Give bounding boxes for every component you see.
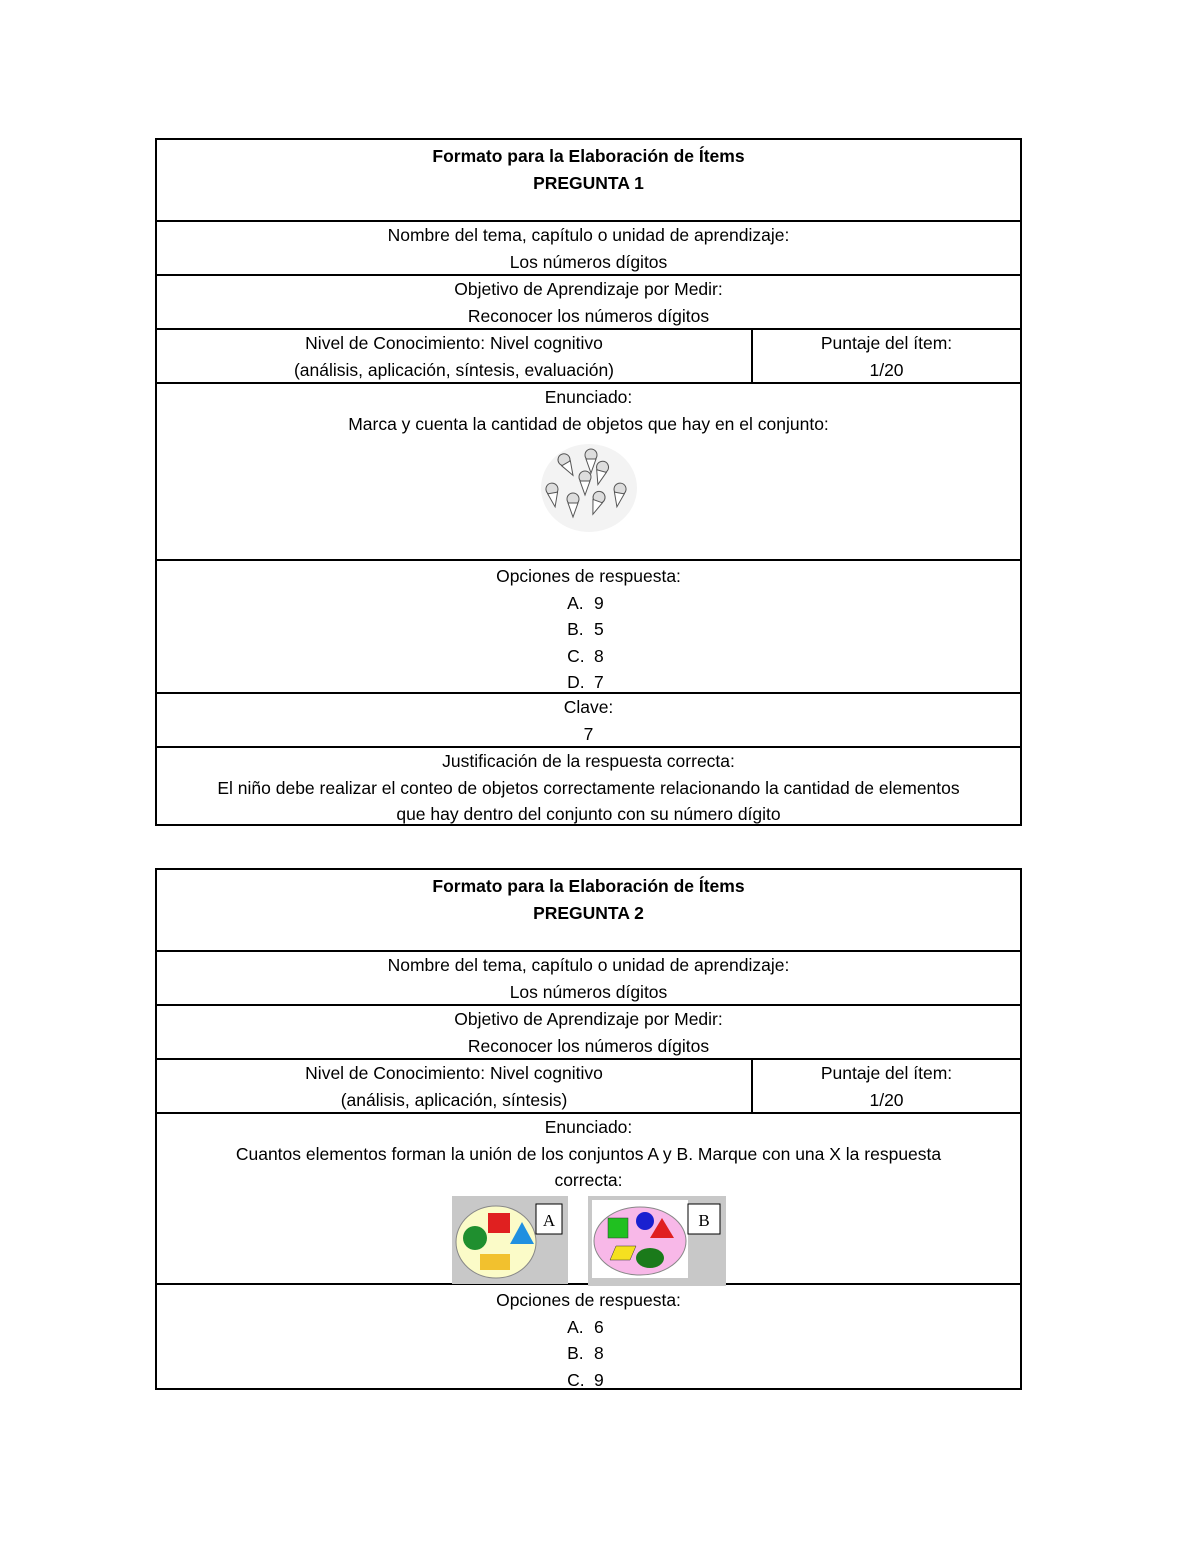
item-1-key-label: Clave: <box>563 697 614 717</box>
green-oval <box>636 1248 664 1268</box>
item-1-objective-label: Objetivo de Aprendizaje por Medir: <box>454 279 723 299</box>
set-a-image <box>452 1196 568 1284</box>
item-2-statement <box>157 1112 1020 1283</box>
option-b: B. 5 <box>567 619 604 639</box>
item-2-topic <box>157 950 1020 1004</box>
item-2-level-label: Nivel de Conocimiento: Nivel cognitivo <box>305 1063 603 1083</box>
item-1-level <box>157 330 753 382</box>
item-2-topic-value: Los números dígitos <box>509 981 668 1002</box>
item-1-justification-line2: que hay dentro del conjunto con su número dígito <box>396 804 781 824</box>
option-b: B. 8 <box>567 1343 604 1363</box>
item-2-title: Formato para la Elaboración de Ítems <box>432 876 745 896</box>
item-2-statement-line1: Cuantos elementos forman la unión de los conjuntos A y B. Marque con una X la respuesta <box>235 1143 942 1164</box>
item-2-options-label: Opciones de respuesta: <box>496 1290 681 1310</box>
green-circle <box>463 1226 487 1250</box>
item-1-objective <box>157 274 1020 328</box>
item-1-level-label: Nivel de Conocimiento: Nivel cognitivo <box>305 333 603 353</box>
set-a-label: A <box>542 1210 555 1230</box>
item-1-score <box>753 330 1020 382</box>
item-1-question: PREGUNTA 1 <box>533 172 644 193</box>
set-b-image <box>588 1196 726 1286</box>
item-2-objective-label: Objetivo de Aprendizaje por Medir: <box>454 1009 723 1029</box>
item-1-level-score <box>157 328 1020 382</box>
item-2-header <box>157 870 1020 950</box>
item-2-objective-value: Reconocer los números dígitos <box>467 1035 710 1056</box>
ice-cream-set-image <box>539 443 639 533</box>
item-2-level <box>157 1060 753 1112</box>
item-2-statement-line2: correcta: <box>554 1170 623 1190</box>
set-b-label: B <box>697 1210 710 1230</box>
item-1-justification-label: Justificación de la respuesta correcta: <box>442 751 735 771</box>
item-1-options <box>157 559 1020 692</box>
item-1-topic-label: Nombre del tema, capítulo o unidad de aprendizaje: <box>387 225 790 245</box>
item-2-level-value: (análisis, aplicación, síntesis) <box>340 1089 568 1110</box>
item-1-statement <box>157 382 1020 559</box>
item-2-score-label: Puntaje del ítem: <box>820 1063 953 1083</box>
item-1-statement-label: Enunciado: <box>544 387 633 407</box>
item-1-score-value: 1/20 <box>869 359 904 380</box>
item-1-topic <box>157 220 1020 274</box>
item-1-topic-value: Los números dígitos <box>509 251 668 272</box>
item-1-objective-value: Reconocer los números dígitos <box>467 305 710 326</box>
option-a: A. 6 <box>567 1316 604 1337</box>
item-2-statement-label: Enunciado: <box>544 1117 633 1137</box>
yellow-rectangle <box>480 1254 510 1270</box>
item-2-score <box>753 1060 1020 1112</box>
red-square <box>488 1213 510 1233</box>
item-1-key-value: 7 <box>583 723 594 744</box>
item-1-table <box>155 138 1022 826</box>
item-2-topic-label: Nombre del tema, capítulo o unidad de aprendizaje: <box>387 955 790 975</box>
green-square <box>608 1218 628 1238</box>
item-2-score-value: 1/20 <box>869 1089 904 1110</box>
item-2-options <box>157 1283 1020 1389</box>
item-2-level-score <box>157 1058 1020 1112</box>
item-1-options-label: Opciones de respuesta: <box>496 566 681 586</box>
option-d: D. 7 <box>567 672 604 692</box>
item-2-question: PREGUNTA 2 <box>533 902 644 923</box>
item-1-key <box>157 692 1020 746</box>
option-a: A. 9 <box>567 592 604 613</box>
item-1-statement-text: Marca y cuenta la cantidad de objetos que hay en el conjunto: <box>348 413 829 434</box>
option-c: C. 9 <box>567 1369 604 1390</box>
item-1-score-label: Puntaje del ítem: <box>820 333 953 353</box>
item-1-level-value: (análisis, aplicación, síntesis, evaluación) <box>293 359 615 380</box>
item-1-justification <box>157 746 1020 826</box>
item-2-objective <box>157 1004 1020 1058</box>
option-c: C. 8 <box>567 645 604 666</box>
item-1-justification-line1: El niño debe realizar el conteo de objetos correctamente relacionando la cantidad de elementos <box>217 777 960 798</box>
blue-circle <box>636 1212 654 1230</box>
item-1-title: Formato para la Elaboración de Ítems <box>432 146 745 166</box>
item-2-table <box>155 868 1022 1390</box>
item-1-header <box>157 140 1020 220</box>
